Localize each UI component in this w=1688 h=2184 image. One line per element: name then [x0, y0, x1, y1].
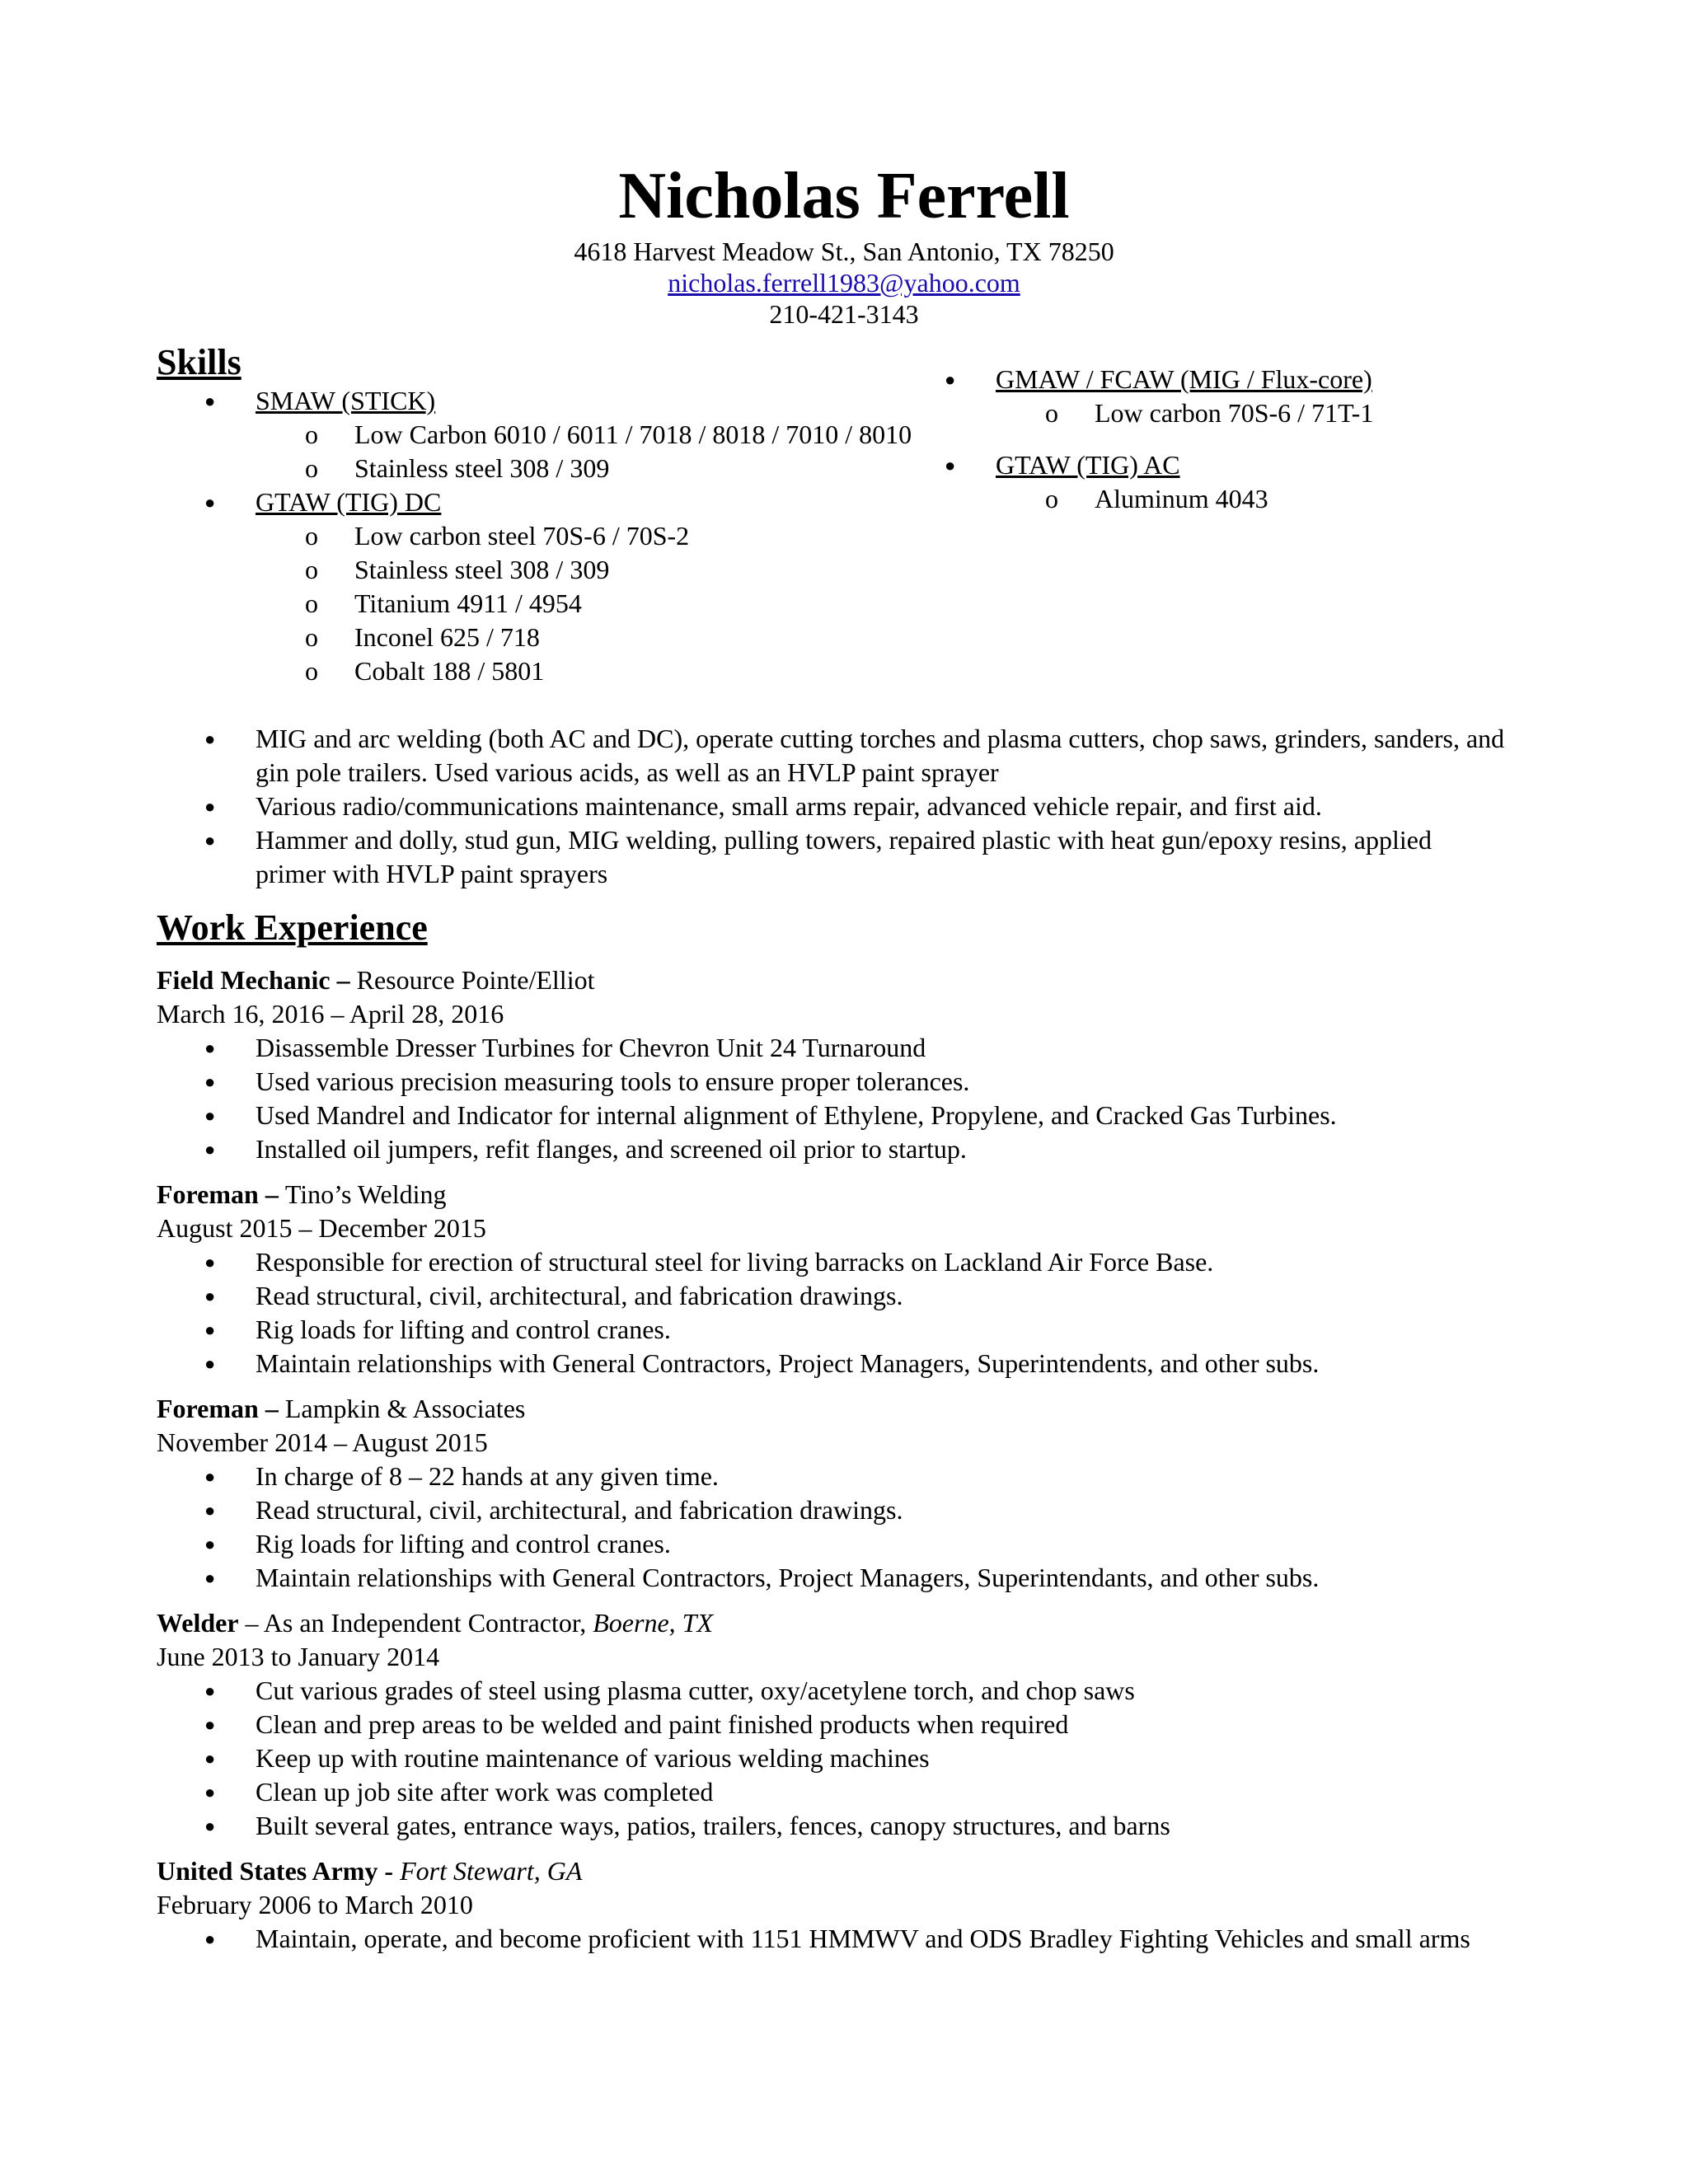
bullet-icon: ● [204, 1568, 216, 1588]
job-entry [157, 1606, 1541, 1843]
circle-bullet-icon: o [1045, 398, 1058, 428]
list-item-text: Responsible for erection of structural steel for living barracks on Lackland Air Force Base. [256, 1247, 1214, 1277]
skill-group [157, 384, 981, 485]
list-item [157, 1708, 1541, 1741]
experience-heading: Work Experience [157, 907, 428, 948]
list-item-text: Read structural, civil, architectural, and fabrication drawings. [256, 1495, 903, 1525]
bullet-icon: ● [204, 1782, 216, 1802]
job-separator [393, 1856, 400, 1886]
circle-bullet-icon: o [305, 622, 318, 652]
list-item [157, 1313, 1541, 1347]
sub-list-item-text: Stainless steel 308 / 309 [354, 555, 610, 584]
list-item [157, 384, 981, 418]
job-title: United States Army - [157, 1856, 394, 1886]
list-item-text: SMAW (STICK) [256, 386, 436, 415]
job-dates: June 2013 to January 2014 [157, 1642, 440, 1671]
sub-list-item [157, 418, 981, 452]
bullet-icon: ● [204, 1816, 216, 1836]
list-item-text: GMAW / FCAW (MIG / Flux-core) [996, 364, 1372, 394]
circle-bullet-icon: o [305, 588, 318, 618]
list-item-text: Used Mandrel and Indicator for internal alignment of Ethylene, Propylene, and Cracked Gas Turbines. [256, 1100, 1337, 1130]
list-item-text: Hammer and dolly, stud gun, MIG welding, pulling towers, repaired plastic with heat gun/epoxy resins, applied primer with HVLP paint sprayers [256, 825, 1432, 888]
sub-list-item-text: Titanium 4911 / 4954 [354, 588, 582, 618]
bullet-icon: ● [204, 1929, 216, 1949]
list-item-text: Various radio/communications maintenance, small arms repair, advanced vehicle repair, and first aid. [256, 791, 1322, 821]
job-separator: – [258, 1394, 285, 1423]
list-item-text: GTAW (TIG) AC [996, 450, 1180, 480]
job-heading [157, 1178, 1541, 1212]
list-item-text: Keep up with routine maintenance of various welding machines [256, 1743, 930, 1773]
bullet-icon: ● [204, 492, 216, 513]
list-item [157, 1460, 1541, 1493]
sub-list-item-text: Stainless steel 308 / 309 [354, 453, 610, 483]
list-item [157, 1674, 1541, 1708]
sub-list-item [157, 519, 981, 553]
job-title: Field Mechanic [157, 965, 331, 995]
email-link[interactable]: nicholas.ferrell1983@yahoo.com [668, 268, 1020, 298]
list-item [157, 823, 1541, 891]
job-dates: February 2006 to March 2010 [157, 1890, 473, 1919]
job-entry [157, 1392, 1541, 1595]
bullet-icon: ● [204, 391, 216, 411]
sub-list-item [897, 396, 1556, 430]
sub-list-item [157, 452, 981, 485]
list-item-text: Cut various grades of steel using plasma cutter, oxy/acetylene torch, and chop saws [256, 1675, 1135, 1705]
list-item-text: Maintain, operate, and become proficient with 1151 HMMWV and ODS Bradley Fighting Vehicles and small arms [256, 1924, 1470, 1953]
list-item [157, 1347, 1541, 1380]
list-item-text: Rig loads for lifting and control cranes. [256, 1315, 671, 1344]
list-item-text: GTAW (TIG) DC [256, 487, 442, 517]
job-title: Welder [157, 1608, 239, 1638]
list-item [897, 363, 1556, 396]
bullet-icon: ● [945, 369, 956, 390]
skills-general-list [157, 722, 1541, 891]
skill-group [897, 448, 1556, 516]
list-item [157, 1245, 1541, 1279]
resume-header [0, 157, 1688, 330]
list-item-text: Disassemble Dresser Turbines for Chevron Unit 24 Turnaround [256, 1033, 926, 1062]
sub-list-item [157, 587, 981, 621]
sub-list-item [157, 621, 981, 654]
bullet-icon: ● [204, 1500, 216, 1521]
list-item [157, 790, 1541, 823]
job-heading [157, 1854, 1541, 1888]
circle-bullet-icon: o [305, 555, 318, 584]
bullet-icon: ● [204, 1353, 216, 1374]
job-heading [157, 1392, 1541, 1426]
list-item [157, 1132, 1541, 1166]
bullet-icon: ● [204, 1319, 216, 1340]
sub-list-item-text: Aluminum 4043 [1095, 484, 1268, 513]
bullet-icon: ● [204, 1748, 216, 1769]
experience-list [157, 963, 1541, 1967]
list-item-text: Installed oil jumpers, refit flanges, and screened oil prior to startup. [256, 1134, 967, 1164]
sub-list-item-text: Low carbon 70S-6 / 71T-1 [1095, 398, 1374, 428]
job-company: Lampkin & Associates [284, 1394, 526, 1423]
job-dates: August 2015 – December 2015 [157, 1213, 486, 1243]
job-entry [157, 963, 1541, 1166]
sub-list-item-text: Low Carbon 6010 / 6011 / 7018 / 8018 / 7010 / 8010 [354, 419, 912, 449]
list-item [157, 1561, 1541, 1595]
circle-bullet-icon: o [305, 419, 318, 449]
list-item-text: Clean up job site after work was completed [256, 1777, 714, 1807]
list-item [157, 1741, 1541, 1775]
list-item-text: Maintain relationships with General Contractors, Project Managers, Superintendents, and other subs. [256, 1348, 1320, 1378]
list-item [157, 722, 1541, 790]
bullet-icon: ● [204, 796, 216, 817]
list-item [157, 1031, 1541, 1065]
skills-heading: Skills [157, 342, 241, 382]
bullet-icon: ● [204, 729, 216, 749]
candidate-name: Nicholas Ferrell [618, 160, 1070, 232]
bullet-icon: ● [204, 1139, 216, 1160]
list-item [157, 1279, 1541, 1313]
skill-group [897, 363, 1556, 430]
list-item [157, 1775, 1541, 1809]
sub-list-item-text: Low carbon steel 70S-6 / 70S-2 [354, 521, 690, 551]
sub-list-item [157, 553, 981, 587]
job-entry [157, 1178, 1541, 1380]
list-item [157, 1099, 1541, 1132]
job-title: Foreman [157, 1394, 259, 1423]
list-item [157, 1493, 1541, 1527]
list-item-text: Built several gates, entrance ways, patios, trailers, fences, canopy structures, and barns [256, 1811, 1170, 1840]
list-item-text: Clean and prep areas to be welded and paint finished products when required [256, 1709, 1069, 1739]
job-dates: November 2014 – August 2015 [157, 1427, 488, 1457]
list-item [157, 1809, 1541, 1843]
list-item [157, 1527, 1541, 1561]
list-item [157, 485, 981, 519]
phone: 210-421-3143 [769, 299, 919, 329]
job-heading [157, 1606, 1541, 1640]
job-entry [157, 1854, 1541, 1956]
skills-right-column [897, 363, 1556, 516]
bullet-icon: ● [204, 1286, 216, 1306]
circle-bullet-icon: o [305, 453, 318, 483]
job-company: As an Independent Contractor, [263, 1608, 593, 1638]
bullet-icon: ● [204, 1038, 216, 1058]
bullet-icon: ● [204, 1071, 216, 1092]
list-item-text: MIG and arc welding (both AC and DC), operate cutting torches and plasma cutters, chop saws, grinders, sanders, and gin pole trailers. Used various acids, as well as an HVLP paint sprayer [256, 724, 1505, 787]
address: 4618 Harvest Meadow St., San Antonio, TX 78250 [574, 237, 1114, 266]
job-company: Tino’s Welding [284, 1179, 447, 1209]
sub-list-item-text: Cobalt 188 / 5801 [354, 656, 545, 686]
skills-left-column [157, 384, 981, 688]
job-company: Resource Pointe/Elliot [356, 965, 595, 995]
bullet-icon: ● [204, 1534, 216, 1554]
list-item [897, 448, 1556, 482]
bullet-icon: ● [945, 455, 956, 476]
sub-list-item [157, 654, 981, 688]
job-title: Foreman [157, 1179, 259, 1209]
circle-bullet-icon: o [1045, 484, 1058, 513]
list-item-text: Read structural, civil, architectural, and fabrication drawings. [256, 1281, 903, 1310]
bullet-icon: ● [204, 1680, 216, 1701]
list-item [157, 1065, 1541, 1099]
sub-list-item-text: Inconel 625 / 718 [354, 622, 540, 652]
bullet-icon: ● [204, 1714, 216, 1735]
job-separator: – [258, 1179, 285, 1209]
job-dates: March 16, 2016 – April 28, 2016 [157, 999, 504, 1029]
bullet-icon: ● [204, 1105, 216, 1126]
sub-list-item [897, 482, 1556, 516]
job-location: Boerne, TX [593, 1608, 713, 1638]
job-heading [157, 963, 1541, 997]
list-item-text: Rig loads for lifting and control cranes. [256, 1529, 671, 1558]
circle-bullet-icon: o [305, 521, 318, 551]
list-item-text: In charge of 8 – 22 hands at any given time. [256, 1461, 719, 1491]
skill-group [157, 485, 981, 688]
job-separator: – [330, 965, 357, 995]
job-location: Fort Stewart, GA [400, 1856, 583, 1886]
bullet-icon: ● [204, 830, 216, 851]
bullet-icon: ● [204, 1252, 216, 1272]
circle-bullet-icon: o [305, 656, 318, 686]
bullet-icon: ● [204, 1466, 216, 1487]
list-item-text: Used various precision measuring tools to ensure proper tolerances. [256, 1066, 970, 1096]
job-separator: – [238, 1608, 264, 1638]
list-item-text: Maintain relationships with General Contractors, Project Managers, Superintendants, and other subs. [256, 1563, 1320, 1592]
list-item [157, 1922, 1541, 1956]
